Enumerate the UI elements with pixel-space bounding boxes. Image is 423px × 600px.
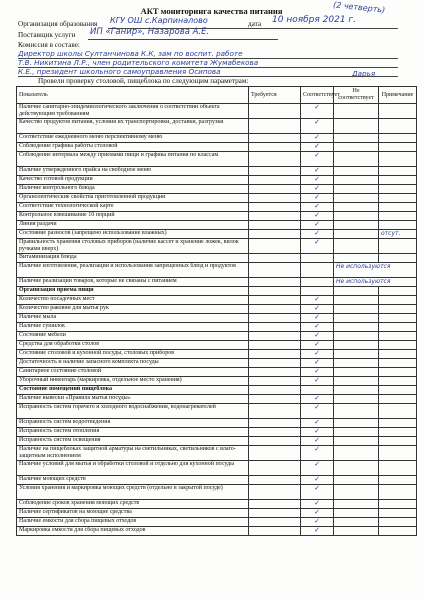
act-title: АКТ мониторинга качества питания bbox=[140, 6, 283, 16]
compliant-mark: ✓ bbox=[301, 395, 334, 404]
noncompliant-cell bbox=[334, 119, 379, 134]
required-cell bbox=[249, 143, 301, 152]
table-row bbox=[17, 332, 417, 341]
col-compliant: Соответствует bbox=[301, 87, 334, 104]
note-cell bbox=[379, 500, 417, 509]
table-row bbox=[17, 254, 417, 263]
indicator-cell: Исправность систем освещения bbox=[17, 437, 249, 446]
date-label: дата bbox=[248, 20, 262, 28]
table-row bbox=[17, 221, 417, 230]
note-cell bbox=[379, 386, 417, 395]
indicator-cell: Наличие утвержденного прайса на свободное меню bbox=[17, 167, 249, 176]
commission-line-2: Т.В. Никитина Л.Р., член родительского комитета Жумабекова bbox=[18, 58, 259, 67]
note-cell bbox=[379, 212, 417, 221]
noncompliant-cell bbox=[334, 194, 379, 203]
required-cell bbox=[249, 134, 301, 143]
noncompliant-cell bbox=[334, 476, 379, 485]
noncompliant-cell bbox=[334, 350, 379, 359]
indicator-cell: Линия раздачи bbox=[17, 221, 249, 230]
noncompliant-cell bbox=[334, 176, 379, 185]
col-indicator: Показатель bbox=[17, 87, 249, 104]
table-row bbox=[17, 461, 417, 476]
note-cell bbox=[379, 509, 417, 518]
required-cell bbox=[249, 332, 301, 341]
note-cell bbox=[379, 176, 417, 185]
required-cell bbox=[249, 185, 301, 194]
commission-line-4: Дарья bbox=[352, 69, 376, 78]
indicator-cell: Количество раковин для мытья рук bbox=[17, 305, 249, 314]
noncompliant-cell bbox=[334, 167, 379, 176]
compliant-mark: ✓ bbox=[301, 437, 334, 446]
indicator-cell: Органолептические свойства приготовленной продукции bbox=[17, 194, 249, 203]
required-cell bbox=[249, 377, 301, 386]
required-cell bbox=[249, 386, 301, 395]
compliant-mark: ✓ bbox=[301, 377, 334, 386]
required-cell bbox=[249, 428, 301, 437]
noncompliant-cell bbox=[334, 287, 379, 296]
indicator-cell: Уборочный инвентарь (маркировка, отдельное место хранения) bbox=[17, 377, 249, 386]
note-cell bbox=[379, 428, 417, 437]
note-cell bbox=[379, 485, 417, 500]
indicator-cell: Соблюдение интервала между приемами пищи и графика питания по классам bbox=[17, 152, 249, 167]
compliant-mark: ✓ bbox=[301, 359, 334, 368]
noncompliant-cell bbox=[334, 428, 379, 437]
indicator-cell: Исправность систем отопления bbox=[17, 428, 249, 437]
noncompliant-cell bbox=[334, 359, 379, 368]
compliant-mark: ✓ bbox=[301, 185, 334, 194]
noncompliant-cell bbox=[334, 152, 379, 167]
note-cell bbox=[379, 194, 417, 203]
required-cell bbox=[249, 305, 301, 314]
table-row bbox=[17, 278, 417, 287]
required-cell bbox=[249, 239, 301, 254]
table-row bbox=[17, 437, 417, 446]
noncompliant-cell bbox=[334, 323, 379, 332]
indicator-cell: Правильность хранения столовых приборов (наличие кассет и хранение ложек, вилок ручками вверх) bbox=[17, 239, 249, 254]
required-cell bbox=[249, 152, 301, 167]
noncompliant-cell bbox=[334, 377, 379, 386]
note-cell bbox=[379, 368, 417, 377]
required-cell bbox=[249, 446, 301, 461]
note-cell bbox=[379, 332, 417, 341]
noncompliant-cell bbox=[334, 314, 379, 323]
note-cell bbox=[379, 395, 417, 404]
indicator-cell: Средства для обработки столов bbox=[17, 341, 249, 350]
compliant-mark: ✓ bbox=[301, 332, 334, 341]
compliant-mark: ✓ bbox=[301, 212, 334, 221]
note-cell bbox=[379, 221, 417, 230]
required-cell bbox=[249, 203, 301, 212]
required-cell bbox=[249, 278, 301, 287]
required-cell bbox=[249, 350, 301, 359]
intro-text: Провели проверку столовой, пищеблока по следующим параметрам: bbox=[38, 77, 249, 85]
indicator-cell: Маркировка емкости для сбора пищевых отходов bbox=[17, 527, 249, 536]
note-cell bbox=[379, 527, 417, 536]
required-cell bbox=[249, 437, 301, 446]
noncompliant-cell bbox=[334, 254, 379, 263]
note-cell bbox=[379, 287, 417, 296]
compliant-mark bbox=[301, 263, 334, 278]
noncompliant-cell bbox=[334, 221, 379, 230]
supplier-value: ИП «Ганир», Назарова А.Е. bbox=[90, 27, 210, 37]
noncompliant-cell bbox=[334, 305, 379, 314]
indicator-cell: Наличие сушилок bbox=[17, 323, 249, 332]
compliant-mark: ✓ bbox=[301, 143, 334, 152]
compliant-mark: ✓ bbox=[301, 419, 334, 428]
note-cell bbox=[379, 404, 417, 419]
noncompliant-cell bbox=[334, 509, 379, 518]
required-cell bbox=[249, 194, 301, 203]
noncompliant-cell bbox=[334, 368, 379, 377]
required-cell bbox=[249, 476, 301, 485]
table-row bbox=[17, 518, 417, 527]
compliant-mark bbox=[301, 254, 334, 263]
noncompliant-cell bbox=[334, 185, 379, 194]
table-row bbox=[17, 212, 417, 221]
note-cell bbox=[379, 377, 417, 386]
compliant-mark: ✓ bbox=[301, 134, 334, 143]
compliant-mark: ✓ bbox=[301, 221, 334, 230]
note-cell bbox=[379, 314, 417, 323]
note-cell bbox=[379, 203, 417, 212]
table-row bbox=[17, 203, 417, 212]
indicator-cell: Наличие на пищеблоках защитной арматуры на светильниках, светильников с влаго-защитным исполнением bbox=[17, 446, 249, 461]
required-cell bbox=[249, 254, 301, 263]
noncompliant-cell bbox=[334, 437, 379, 446]
date-value: 10 ноября 2021 г. bbox=[272, 15, 357, 25]
col-noncompliant: Не соответствует bbox=[334, 87, 379, 104]
compliant-mark: ✓ bbox=[301, 152, 334, 167]
indicator-cell: Санитарное состояние столовой bbox=[17, 368, 249, 377]
table-row bbox=[17, 323, 417, 332]
table-row bbox=[17, 446, 417, 461]
org-label: Организация образования bbox=[18, 20, 98, 28]
note-cell bbox=[379, 437, 417, 446]
noncompliant-cell bbox=[334, 527, 379, 536]
org-value: КГУ ОШ с.Карпиналово bbox=[110, 16, 208, 25]
required-cell bbox=[249, 263, 301, 278]
noncompliant-cell bbox=[334, 134, 379, 143]
compliant-mark: ✓ bbox=[301, 194, 334, 203]
required-cell bbox=[249, 296, 301, 305]
required-cell bbox=[249, 518, 301, 527]
table-row bbox=[17, 185, 417, 194]
noncompliant-cell bbox=[334, 104, 379, 119]
required-cell bbox=[249, 485, 301, 500]
indicator-cell: Исправность систем горячего и холодного водоснабжения, водонагревателей bbox=[17, 404, 249, 419]
compliant-mark: ✓ bbox=[301, 461, 334, 476]
handwritten-note: Не используются bbox=[334, 263, 417, 278]
note-cell bbox=[379, 239, 417, 254]
required-cell bbox=[249, 395, 301, 404]
monitoring-table bbox=[16, 86, 417, 536]
required-cell bbox=[249, 359, 301, 368]
table-row bbox=[17, 341, 417, 350]
indicator-cell: Соблюдение сроков хранения моющих средств bbox=[17, 500, 249, 509]
supplier-underline bbox=[88, 39, 278, 40]
compliant-mark: ✓ bbox=[301, 350, 334, 359]
required-cell bbox=[249, 323, 301, 332]
indicator-cell: Наличие реализации товаров, которые не связаны с питанием bbox=[17, 278, 249, 287]
table-row bbox=[17, 263, 417, 278]
table-row bbox=[17, 152, 417, 167]
indicator-cell: Контрольное взвешивание 10 порций bbox=[17, 212, 249, 221]
supplier-label: Поставщик услуги bbox=[18, 31, 76, 39]
compliant-mark: ✓ bbox=[301, 527, 334, 536]
note-cell bbox=[379, 305, 417, 314]
indicator-cell: Состояние разносов (запрещено использование влажных) bbox=[17, 230, 249, 239]
noncompliant-cell bbox=[334, 395, 379, 404]
table-row bbox=[17, 305, 417, 314]
section-title: Состояние помещений пищеблока bbox=[17, 386, 249, 395]
note-cell bbox=[379, 143, 417, 152]
note-cell bbox=[379, 419, 417, 428]
compliant-mark: ✓ bbox=[301, 119, 334, 134]
compliant-mark: ✓ bbox=[301, 314, 334, 323]
compliant-mark: ✓ bbox=[301, 500, 334, 509]
required-cell bbox=[249, 212, 301, 221]
table-row bbox=[17, 500, 417, 509]
required-cell bbox=[249, 176, 301, 185]
table-row bbox=[17, 377, 417, 386]
section-row bbox=[17, 386, 417, 395]
compliant-mark: ✓ bbox=[301, 203, 334, 212]
note-cell bbox=[379, 254, 417, 263]
required-cell bbox=[249, 104, 301, 119]
note-cell bbox=[379, 134, 417, 143]
table-row bbox=[17, 527, 417, 536]
indicator-cell: Наличие мыла bbox=[17, 314, 249, 323]
noncompliant-cell bbox=[334, 212, 379, 221]
required-cell bbox=[249, 461, 301, 476]
table-row bbox=[17, 296, 417, 305]
table-row bbox=[17, 104, 417, 119]
table-row bbox=[17, 404, 417, 419]
compliant-mark: ✓ bbox=[301, 104, 334, 119]
note-cell bbox=[379, 167, 417, 176]
table-row bbox=[17, 368, 417, 377]
compliant-mark: ✓ bbox=[301, 239, 334, 254]
required-cell bbox=[249, 221, 301, 230]
indicator-cell: Количество посадочных мест bbox=[17, 296, 249, 305]
compliant-mark: ✓ bbox=[301, 176, 334, 185]
indicator-cell: Наличие санитарно-эпидемиологического заключения о соответствии объекта действующим требованиям bbox=[17, 104, 249, 119]
indicator-cell: Соблюдение графика работы столовой bbox=[17, 143, 249, 152]
required-cell bbox=[249, 509, 301, 518]
compliant-mark: ✓ bbox=[301, 509, 334, 518]
note-cell bbox=[379, 119, 417, 134]
table-row bbox=[17, 509, 417, 518]
commission-line-3: К.Е., президент школьного самоуправления Осипова bbox=[18, 67, 221, 76]
section-title: Организация приема пищи bbox=[17, 287, 249, 296]
noncompliant-cell bbox=[334, 485, 379, 500]
compliant-mark bbox=[301, 278, 334, 287]
indicator-cell: Наличие условий для мытья и обработки столовой и отдельно для кухонной посуды bbox=[17, 461, 249, 476]
indicator-cell: Условия хранения и маркировка моющих средств (отдельно в закрытой посуде) bbox=[17, 485, 249, 500]
indicator-cell: Наличие вывески «Правила мытья посуды» bbox=[17, 395, 249, 404]
noncompliant-cell bbox=[334, 446, 379, 461]
compliant-mark: ✓ bbox=[301, 518, 334, 527]
table-body bbox=[17, 104, 417, 536]
noncompliant-cell bbox=[334, 203, 379, 212]
compliant-mark: ✓ bbox=[301, 167, 334, 176]
indicator-cell: Соответствие технологической карте bbox=[17, 203, 249, 212]
note-cell bbox=[379, 359, 417, 368]
table-row bbox=[17, 143, 417, 152]
table-row bbox=[17, 176, 417, 185]
compliant-mark: ✓ bbox=[301, 230, 334, 239]
note-cell bbox=[379, 185, 417, 194]
indicator-cell: Состояние столовой и кухонной посуды, столовых приборов bbox=[17, 350, 249, 359]
compliant-mark: ✓ bbox=[301, 323, 334, 332]
required-cell bbox=[249, 368, 301, 377]
col-note: Примечание bbox=[379, 87, 417, 104]
table-row bbox=[17, 485, 417, 500]
noncompliant-cell bbox=[334, 239, 379, 254]
table-row bbox=[17, 395, 417, 404]
required-cell bbox=[249, 419, 301, 428]
col-required: Требуется bbox=[249, 87, 301, 104]
table-row bbox=[17, 359, 417, 368]
note-cell bbox=[379, 152, 417, 167]
noncompliant-cell bbox=[334, 386, 379, 395]
table-row bbox=[17, 314, 417, 323]
table-row bbox=[17, 167, 417, 176]
compliant-mark: ✓ bbox=[301, 446, 334, 461]
required-cell bbox=[249, 119, 301, 134]
note-cell bbox=[379, 104, 417, 119]
required-cell bbox=[249, 341, 301, 350]
noncompliant-cell bbox=[334, 404, 379, 419]
indicator-cell: Качество готовой продукции bbox=[17, 176, 249, 185]
note-cell bbox=[379, 476, 417, 485]
required-cell bbox=[249, 527, 301, 536]
required-cell bbox=[249, 404, 301, 419]
table-row bbox=[17, 134, 417, 143]
commission-line-1: Директор школы Султанчинова К.К, зам по воспит. работе bbox=[18, 49, 243, 58]
noncompliant-cell bbox=[334, 461, 379, 476]
compliant-mark: ✓ bbox=[301, 485, 334, 500]
compliant-mark: ✓ bbox=[301, 428, 334, 437]
noncompliant-cell bbox=[334, 332, 379, 341]
compliant-mark: ✓ bbox=[301, 305, 334, 314]
required-cell bbox=[249, 500, 301, 509]
note-cell bbox=[379, 446, 417, 461]
noncompliant-cell bbox=[334, 500, 379, 509]
noncompliant-cell bbox=[334, 296, 379, 305]
handwritten-note: Не используются bbox=[334, 278, 417, 287]
indicator-cell: Состояние мебели bbox=[17, 332, 249, 341]
note-cell bbox=[379, 461, 417, 476]
noncompliant-cell bbox=[334, 230, 379, 239]
indicator-cell: Достаточность и наличие запасного комплекта посуды bbox=[17, 359, 249, 368]
indicator-cell: Наличие изготовления, реализации и использования запрещенных блюд и продуктов bbox=[17, 263, 249, 278]
handwritten-note: отсут. bbox=[379, 230, 417, 239]
table-row bbox=[17, 239, 417, 254]
compliant-mark: ✓ bbox=[301, 368, 334, 377]
indicator-cell: Наличие емкости для сбора пищевых отходов bbox=[17, 518, 249, 527]
indicator-cell: Наличие сертификатов на моющие средства bbox=[17, 509, 249, 518]
required-cell bbox=[249, 287, 301, 296]
noncompliant-cell bbox=[334, 419, 379, 428]
indicator-cell: Качество продуктов питания, условия их транспортировки, доставки, разгрузки bbox=[17, 119, 249, 134]
required-cell bbox=[249, 167, 301, 176]
table-row bbox=[17, 194, 417, 203]
note-cell bbox=[379, 341, 417, 350]
indicator-cell: Наличие моющих средств bbox=[17, 476, 249, 485]
table-row bbox=[17, 428, 417, 437]
noncompliant-cell bbox=[334, 143, 379, 152]
table-row bbox=[17, 119, 417, 134]
compliant-mark: ✓ bbox=[301, 476, 334, 485]
compliant-mark: ✓ bbox=[301, 404, 334, 419]
note-cell bbox=[379, 518, 417, 527]
compliant-mark: ✓ bbox=[301, 296, 334, 305]
compliant-mark: ✓ bbox=[301, 341, 334, 350]
noncompliant-cell bbox=[334, 518, 379, 527]
required-cell bbox=[249, 230, 301, 239]
noncompliant-cell bbox=[334, 341, 379, 350]
table-row bbox=[17, 476, 417, 485]
note-cell bbox=[379, 323, 417, 332]
table-row bbox=[17, 419, 417, 428]
note-cell bbox=[379, 350, 417, 359]
required-cell bbox=[249, 314, 301, 323]
indicator-cell: Исправность систем водоотведения bbox=[17, 419, 249, 428]
quarter-note: (2 четверть) bbox=[332, 0, 386, 15]
section-row bbox=[17, 287, 417, 296]
indicator-cell: Соответствие ежедневного меню перспективному меню bbox=[17, 134, 249, 143]
note-cell bbox=[379, 296, 417, 305]
indicator-cell: Наличие контрольного блюда bbox=[17, 185, 249, 194]
commission-label: Комиссия в составе: bbox=[18, 41, 80, 49]
indicator-cell: Витаминизация блюда bbox=[17, 254, 249, 263]
table-row bbox=[17, 230, 417, 239]
table-row bbox=[17, 350, 417, 359]
